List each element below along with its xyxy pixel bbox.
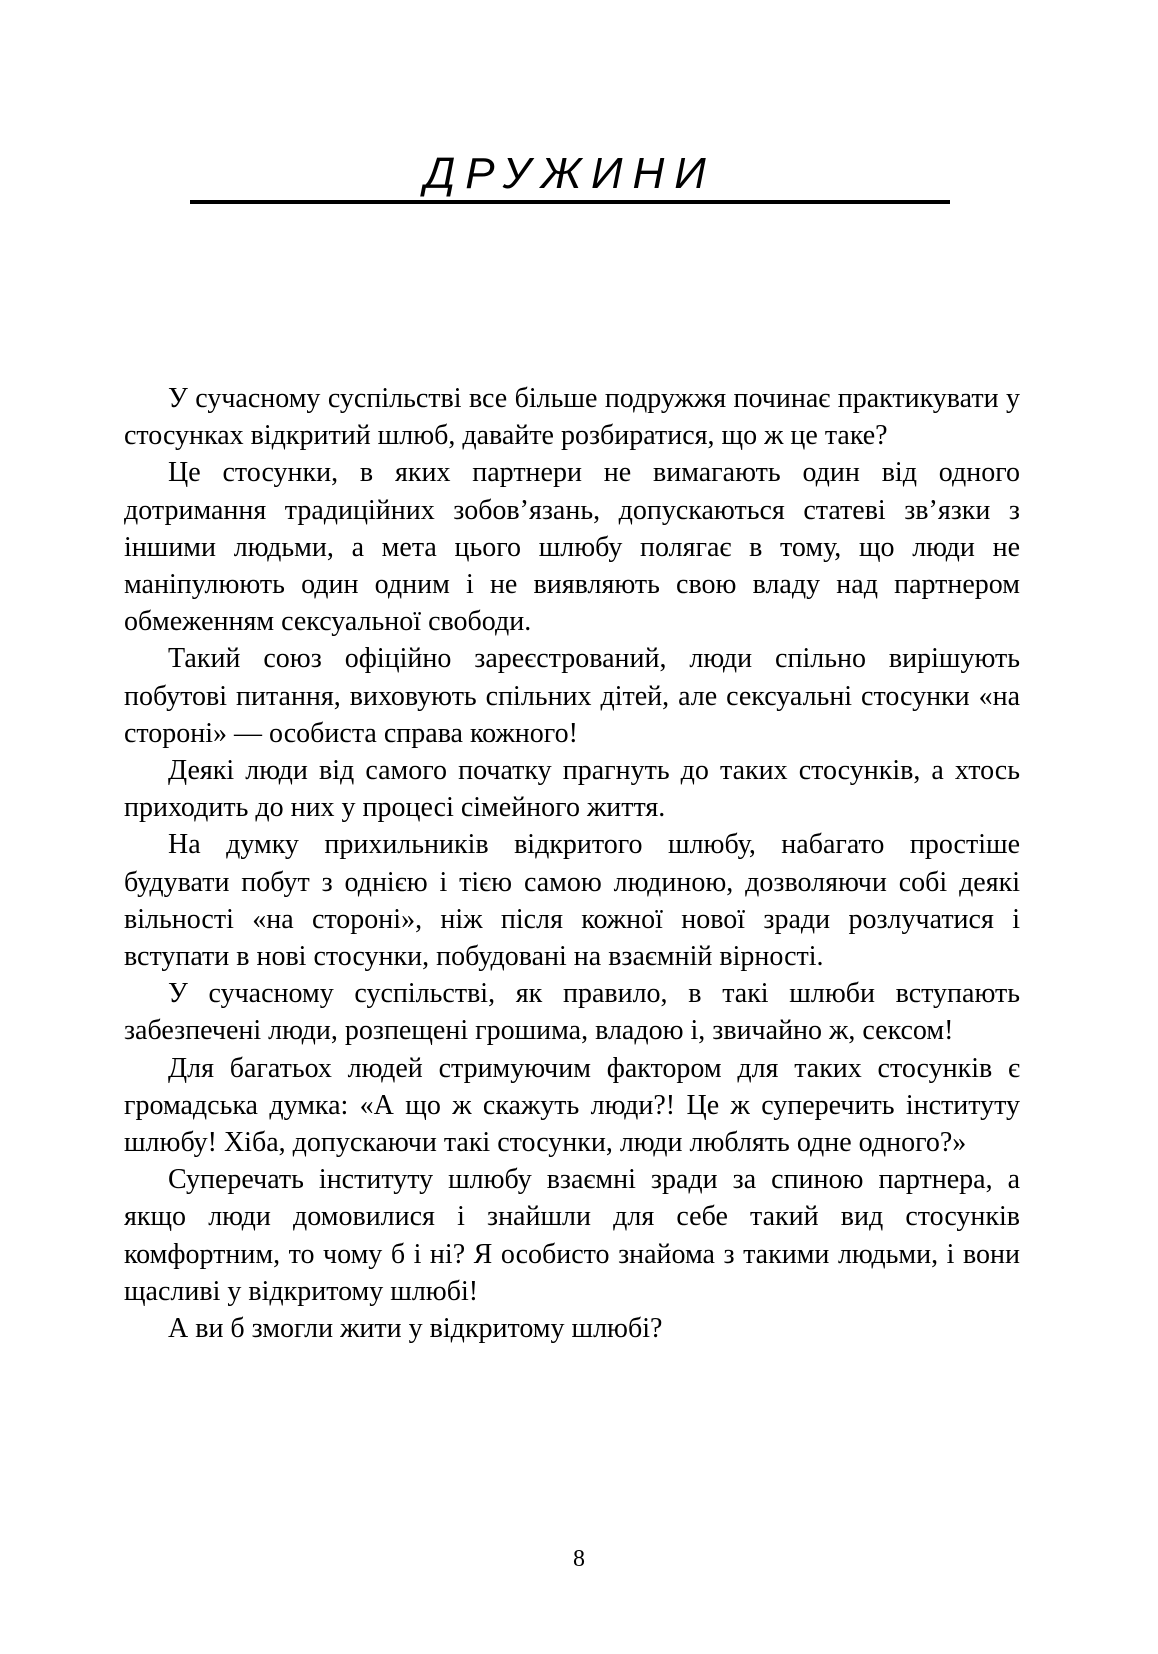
paragraph: А ви б змогли жити у відкритому шлюбі? bbox=[168, 1313, 663, 1345]
paragraph: Такий союз офіційно зареєстрований, люди спільно вирішують побутові питання, виховують спільних дітей, але сексуальні стосунки «на стороні» — особиста справа кожного! bbox=[124, 643, 1020, 749]
title-underline bbox=[190, 200, 950, 204]
paragraph: Це стосунки, в яких партнери не вимагають один від одного дотримання традиційних зобов’язань, допускаються статеві зв’язки з іншими людьми, а мета цього шлюбу полягає в тому, що люди не маніпулюють один одним і не виявляють свою владу над партнером обмеженням сексуальної свободи. bbox=[124, 457, 1020, 638]
paragraph: У сучасному суспільстві все більше подружжя починає практикувати у стосунках відкритий шлюб, давайте розбиратися, що ж це таке? bbox=[124, 383, 1020, 452]
paragraph: Для багатьох людей стримуючим фактором для таких стосунків є громадська думка: «А що ж скажуть люди?! Це ж суперечить інституту шлюбу! Хіба, допускаючи такі стосунки, люди люблять одне одного?» bbox=[124, 1052, 1020, 1159]
paragraph: На думку прихильників відкритого шлюбу, набагато простіше будувати побут з однією і тією самою людиною, дозволяючи собі деякі вільності «на стороні», ніж після кожної нової зради розлучатися і вступати в нові стосунки, побудовані на взаємній вірності. bbox=[124, 829, 1020, 973]
paragraph: Суперечать інституту шлюбу взаємні зради за спиною партнера, а якщо люди домовилися і знайшли для себе такий вид стосунків комфортним, то чому б і ні? Я особисто знайома з такими людьми, і вони щасливі у відкритому шлюбі! bbox=[124, 1164, 1020, 1307]
chapter-title: ДРУЖИНИ bbox=[424, 149, 716, 198]
body-text bbox=[124, 380, 1020, 1347]
page-number: 8 bbox=[573, 1546, 585, 1572]
paragraph: У сучасному суспільстві, як правило, в такі шлюби вступають забезпечені люди, розпещені грошима, владою і, звичайно ж, сексом! bbox=[124, 978, 1020, 1047]
paragraph: Деякі люди від самого початку прагнуть до таких стосунків, а хтось приходить до них у процесі сімейного життя. bbox=[124, 755, 1020, 824]
